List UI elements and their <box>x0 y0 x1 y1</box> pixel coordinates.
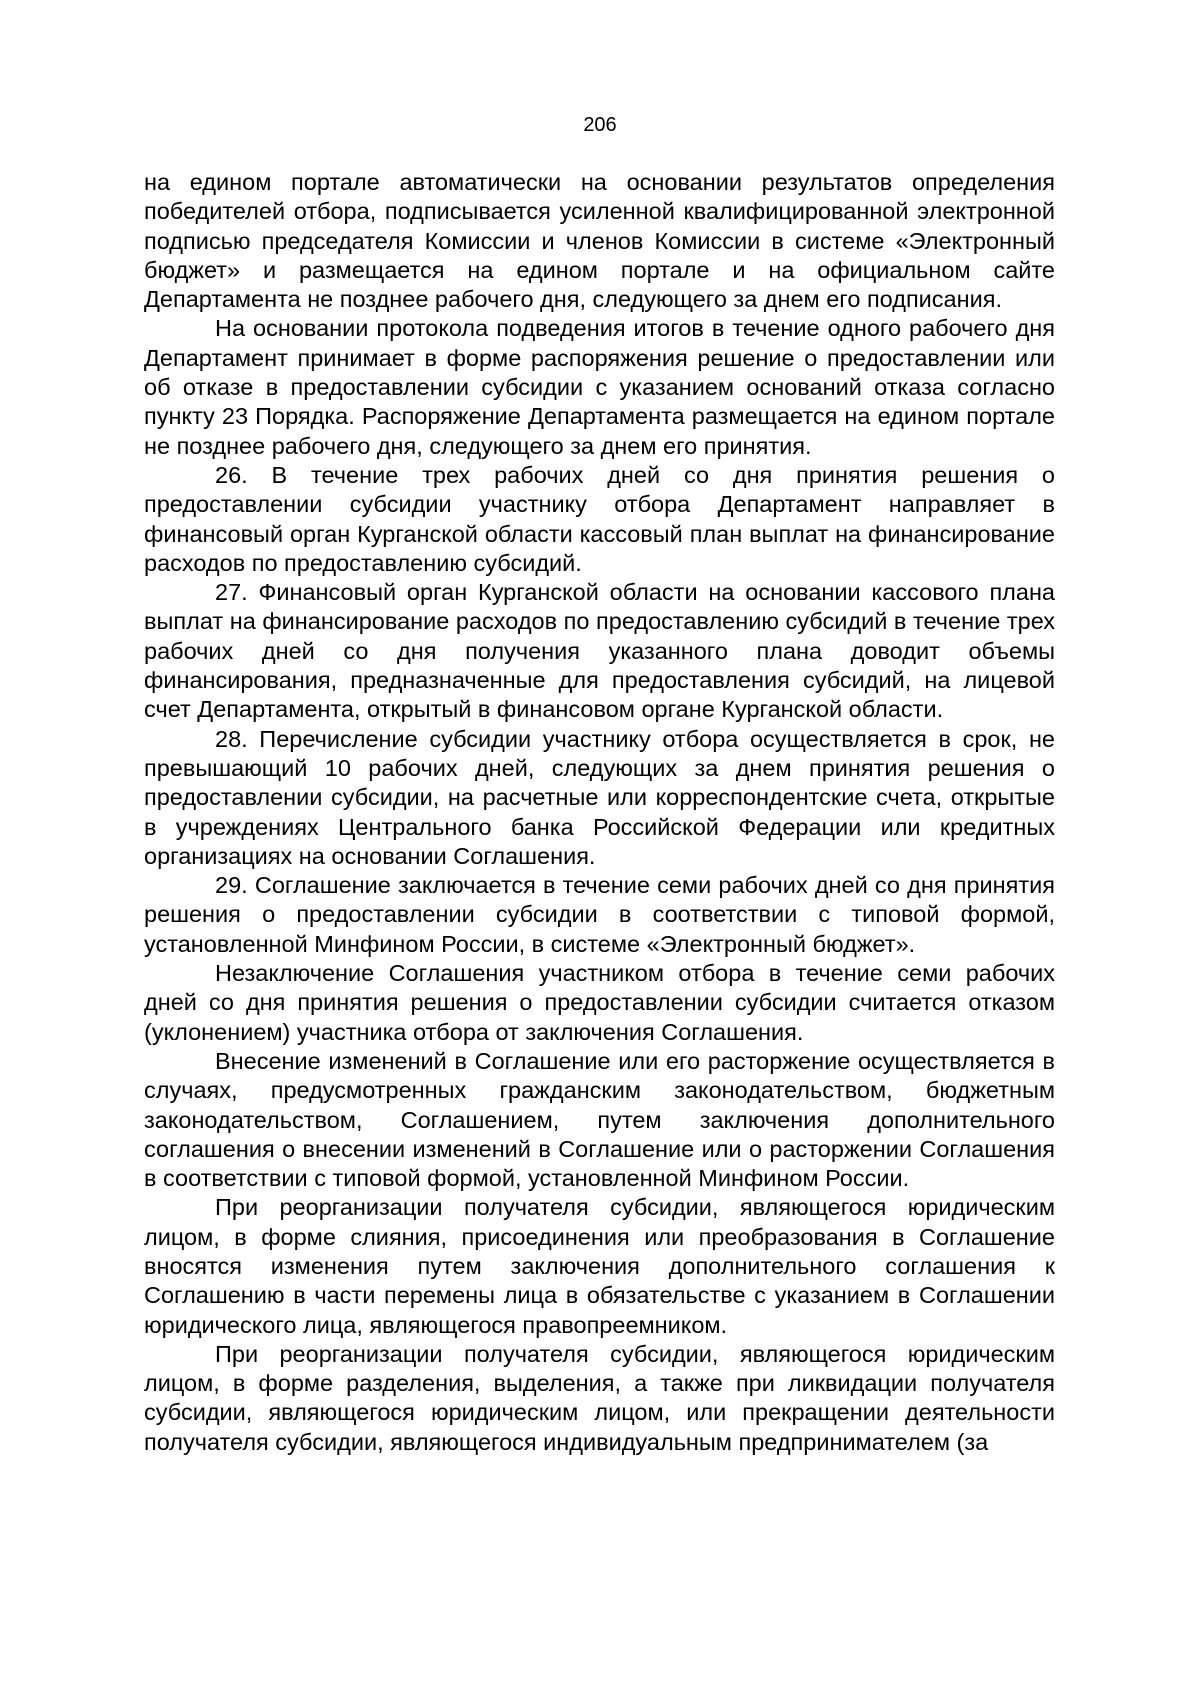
paragraph: При реорганизации получателя субсидии, являющегося юридическим лицом, в форме разделения, выделения, а также при ликвидации получателя субсидии, являющегося юридическим лицом, или прекращении деятельности получателя субсидии, являющегося индивидуальным предпринимателем (за <box>144 1340 1055 1455</box>
paragraph-item-26: 26. В течение трех рабочих дней со дня принятия решения о предоставлении субсидии участнику отбора Департамент направляет в финансовый орган Курганской области кассовый план выплат на финансирование расходов по предоставлению субсидий. <box>144 461 1055 576</box>
paragraph-item-29: 29. Соглашение заключается в течение семи рабочих дней со дня принятия решения о предоставлении субсидии в соответствии с типовой формой, установленной Минфином России, в системе «Электронный бюджет». <box>144 872 1055 957</box>
paragraph: Незаключение Соглашения участником отбора в течение семи рабочих дней со дня принятия решения о предоставлении субсидии считается отказом (уклонением) участника отбора от заключения Соглашения. <box>144 960 1055 1045</box>
paragraph: на едином портале автоматически на основании результатов определения победителей отбора, подписывается усиленной квалифицированной электронной подписью председателя Комиссии и членов Комиссии в системе «Электронный бюджет» и размещается на едином портале и на официальном сайте Департамента не позднее рабочего дня, следующего за днем его подписания. <box>144 169 1055 313</box>
paragraph-item-27: 27. Финансовый орган Курганской области на основании кассового плана выплат на финансирование расходов по предоставлению субсидий в течение трех рабочих дней со дня получения указанного плана доводит объемы финансирования, предназначенные для предоставления субсидий, на лицевой счет Департамента, открытый в финансовом органе Курганской области. <box>144 579 1055 723</box>
paragraph: Внесение изменений в Соглашение или его расторжение осуществляется в случаях, предусмотренных гражданским законодательством, бюджетным законодательством, Соглашением, путем заключения дополнительного соглашения о внесении изменений в Соглашение или о расторжении Соглашения в соответствии с типовой формой, установленной Минфином России. <box>144 1047 1055 1192</box>
paragraph: При реорганизации получателя субсидии, являющегося юридическим лицом, в форме слияния, присоединения или преобразования в Соглашение вносятся изменения путем заключения дополнительного соглашения к Соглашению в части перемены лица в обязательстве с указанием в Соглашении юридического лица, являющегося правопреемником. <box>144 1194 1055 1338</box>
page-number: 206 <box>583 114 617 136</box>
document-body <box>144 168 1055 1457</box>
paragraph-item-28: 28. Перечисление субсидии участнику отбора осуществляется в срок, не превышающий 10 рабочих дней, следующих за днем принятия решения о предоставлении субсидии, на расчетные или корреспондентские счета, открытые в учреждениях Центрального банка Российской Федерации или кредитных организациях на основании Соглашения. <box>144 725 1055 869</box>
paragraph: На основании протокола подведения итогов в течение одного рабочего дня Департамент принимает в форме распоряжения решение о предоставлении или об отказе в предоставлении субсидии с указанием оснований отказа согласно пункту 23 Порядка. Распоряжение Департамента размещается на едином портале не позднее рабочего дня, следующего за днем его принятия. <box>144 315 1055 459</box>
